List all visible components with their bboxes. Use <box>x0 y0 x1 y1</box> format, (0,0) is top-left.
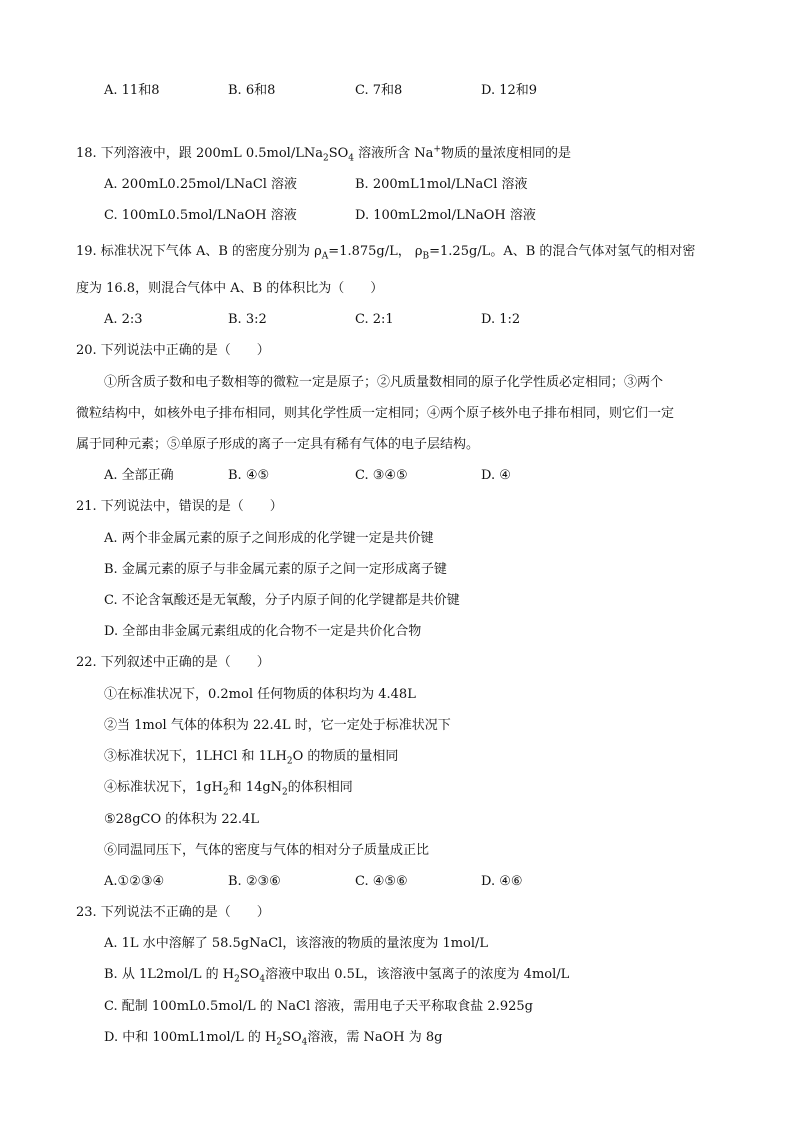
q21-option-d: D. 全部由非金属元素组成的化合物不一定是共价化合物 <box>104 624 422 639</box>
q23-option-d: D. 中和 100mL1mol/L 的 $H_2SO_4$溶液，需 NaOH 为 8g <box>104 1030 443 1048</box>
q20-stem: 20. 下列说法中正确的是（ ） <box>76 343 270 358</box>
q23-stem: 23. 下列说法不正确的是（ ） <box>76 905 270 920</box>
q20-option-b: B. ④⑤ <box>228 468 270 483</box>
q22-statement-3: ③标准状况下，1LHCl 和 $1LH_2O$ 的物质的量相同 <box>104 749 399 767</box>
q22-statement-4: ④标准状况下，$1gH_2$和 $14gN_2$的体积相同 <box>104 780 353 798</box>
q18-option-d: D. 100mL2mol/LNaOH 溶液 <box>355 208 536 223</box>
q21-option-a: A. 两个非金属元素的原子之间形成的化学键一定是共价键 <box>104 531 434 546</box>
q17-option-a: A. 11和8 <box>104 83 160 98</box>
q19-stem-line1: 19. 标准状况下气体 A、B 的密度分别为 $\rho_A=1.875g/L$， $\rho_B=1.25g/L$。A、B 的混合气体对氢气的相对密 <box>76 244 696 262</box>
q19-option-b: B. 3:2 <box>228 312 267 327</box>
q21-option-c: C. 不论含氧酸还是无氧酸，分子内原子间的化学键都是共价键 <box>104 593 460 608</box>
q19-option-d: D. 1:2 <box>481 312 521 327</box>
q17-option-b: B. 6和8 <box>228 83 276 98</box>
q18-option-b: B. 200mL1mol/LNaCl 溶液 <box>355 177 528 192</box>
q18-option-c: C. 100mL0.5mol/LNaOH 溶液 <box>104 208 297 223</box>
q20-body-line1: ①所含质子数和电子数相等的微粒一定是原子；②凡质量数相同的原子化学性质必定相同；③两个 <box>104 375 664 390</box>
q21-option-b: B. 金属元素的原子与非金属元素的原子之间一定形成离子键 <box>104 562 447 577</box>
q20-option-c: C. ③④⑤ <box>355 468 408 483</box>
q18-stem: 18. 下列溶液中，跟 200mL $0.5mol/LNa_2SO_4$ 溶液所含 Na+物质的量浓度相同的是 <box>76 144 571 164</box>
q23-option-a: A. 1L 水中溶解了 58.5gNaCl，该溶液的物质的量浓度为 1mol/L <box>104 936 489 951</box>
q20-body-line2: 微粒结构中，如核外电子排布相同，则其化学性质一定相同；④两个原子核外电子排布相同，则它们一定 <box>76 406 675 421</box>
q22-option-c: C. ④⑤⑥ <box>355 874 408 889</box>
q22-statement-1: ①在标准状况下，0.2mol 任何物质的体积均为 4.48L <box>104 687 416 702</box>
q22-statement-6: ⑥同温同压下，气体的密度与气体的相对分子质量成正比 <box>104 843 430 858</box>
q22-option-d: D. ④⑥ <box>481 874 523 889</box>
q22-option-b: B. ②③⑥ <box>228 874 281 889</box>
q22-option-a: A.①②③④ <box>104 874 165 889</box>
q22-statement-5: ⑤28gCO 的体积为 22.4L <box>104 812 259 827</box>
q19-option-c: C. 2:1 <box>355 312 394 327</box>
q21-stem: 21. 下列说法中，错误的是（ ） <box>76 499 283 514</box>
q18-option-a: A. 200mL0.25mol/LNaCl 溶液 <box>104 177 298 192</box>
q20-body-line3: 属于同种元素；⑤单原子形成的离子一定具有稀有气体的电子层结构。 <box>76 437 480 452</box>
q20-option-d: D. ④ <box>481 468 511 483</box>
q17-option-c: C. 7和8 <box>355 83 403 98</box>
q23-option-c: C. 配制 100mL0.5mol/L 的 NaCl 溶液，需用电子天平称取食盐 2.925g <box>104 999 533 1014</box>
q23-option-b: B. 从 1L2mol/L 的 $H_2SO_4$溶液中取出 0.5L，该溶液中氢离子的浓度为 4mol/L <box>104 967 570 985</box>
q22-statement-2: ②当 1mol 气体的体积为 22.4L 时，它一定处于标准状况下 <box>104 718 451 733</box>
q19-stem-line2: 度为 16.8，则混合气体中 A、B 的体积比为（ ） <box>76 281 384 296</box>
q20-option-a: A. 全部正确 <box>104 468 174 483</box>
q17-option-d: D. 12和9 <box>481 83 538 98</box>
q19-option-a: A. 2:3 <box>104 312 143 327</box>
q22-stem: 22. 下列叙述中正确的是（ ） <box>76 655 270 670</box>
